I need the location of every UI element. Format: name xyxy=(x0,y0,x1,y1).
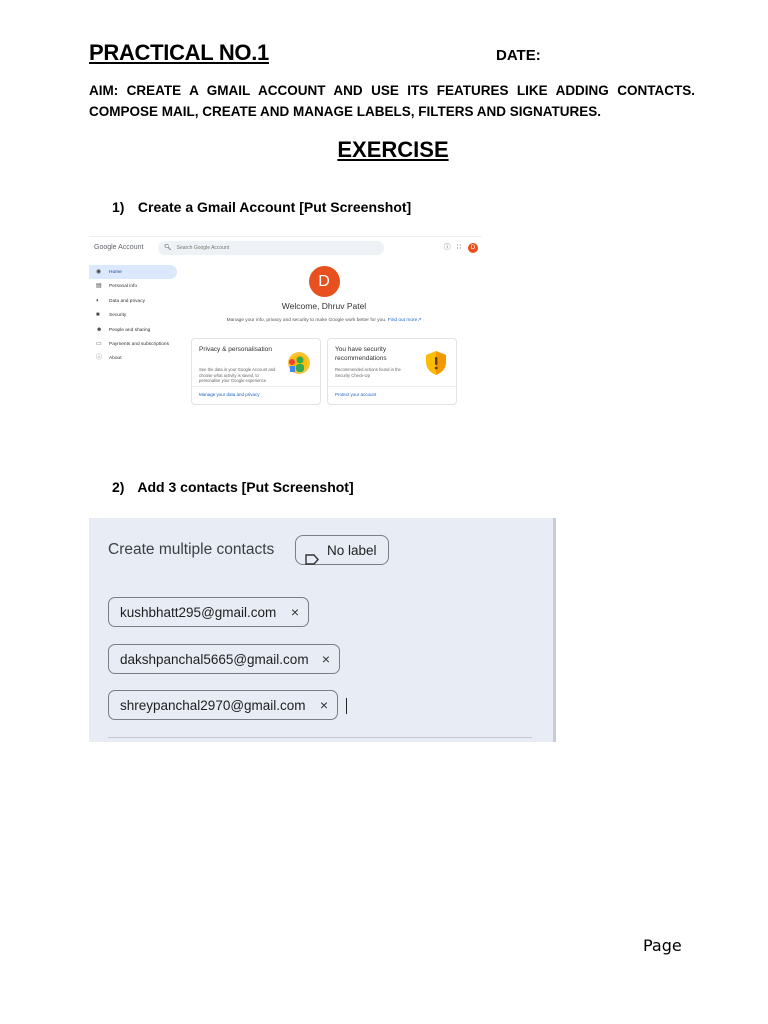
help-icon[interactable]: ⓘ xyxy=(443,244,451,251)
id-card-icon: ▤ xyxy=(96,283,102,290)
card-icon: ▭ xyxy=(96,340,102,347)
sidebar-item-personal-info[interactable] xyxy=(89,279,177,293)
people-icon: ☻ xyxy=(96,326,103,333)
search-input[interactable] xyxy=(158,241,384,255)
exercise-heading: EXERCISE xyxy=(337,137,449,162)
step-number: 1) xyxy=(112,199,125,215)
card-description: See the data in your Google Account and choose what activity is saved, to personalise your Google experience xyxy=(199,367,276,384)
card-link[interactable]: Protect your account xyxy=(335,392,377,397)
toggle-icon: ◐ xyxy=(96,297,100,304)
card-title: You have security recommendations xyxy=(335,346,387,362)
card-divider xyxy=(328,386,456,387)
step-number: 2) xyxy=(112,479,125,495)
sidebar-item-security[interactable] xyxy=(89,308,177,322)
email-chip-text: dakshpanchal5665@gmail.com xyxy=(120,652,309,667)
info-icon: ⓘ xyxy=(96,355,103,362)
google-account-logo: Google Account xyxy=(94,244,144,251)
lock-icon: ■ xyxy=(96,312,100,319)
external-link-icon: ↗ xyxy=(417,318,422,323)
sidebar-item-home[interactable] xyxy=(89,265,177,279)
home-icon: ◉ xyxy=(96,269,102,275)
sidebar-item-about[interactable] xyxy=(89,351,177,365)
find-out-more-link[interactable]: Find out more xyxy=(387,318,418,323)
sidebar xyxy=(89,265,177,366)
aim-text: AIM: CREATE A GMAIL ACCOUNT AND USE ITS FEATURES LIKE ADDING CONTACTS. COMPOSE MAIL, CREATE AND MANAGE LABELS, FILTERS AND SIGNATURES. xyxy=(89,83,695,119)
security-card[interactable] xyxy=(327,338,457,405)
sidebar-item-label: People and sharing xyxy=(109,327,151,333)
shield-warning-icon xyxy=(425,350,447,381)
email-chip-text: kushbhatt295@gmail.com xyxy=(120,605,277,620)
card-title: Privacy & personalisation xyxy=(199,346,272,353)
page-footer-label: Page xyxy=(643,936,682,955)
sidebar-item-label: Payments and subscriptions xyxy=(109,341,169,347)
avatar[interactable]: D xyxy=(468,243,478,253)
privacy-illustration-icon xyxy=(287,350,311,381)
email-chip-text: shreypanchal2970@gmail.com xyxy=(120,698,306,713)
label-button-text: No label xyxy=(327,543,377,558)
sidebar-item-data-privacy[interactable] xyxy=(89,294,177,308)
panel-edge xyxy=(553,518,556,742)
account-subtitle xyxy=(189,318,459,323)
sidebar-item-label: Personal info xyxy=(109,284,137,290)
step-text: Add 3 contacts [Put Screenshot] xyxy=(137,479,354,495)
input-underline xyxy=(108,737,532,738)
profile-avatar[interactable]: D xyxy=(309,266,340,297)
text-cursor xyxy=(346,698,347,714)
step-2 xyxy=(112,479,354,495)
sidebar-item-label: Data and privacy xyxy=(109,298,145,304)
email-chip[interactable] xyxy=(108,597,309,627)
remove-chip-icon[interactable]: × xyxy=(290,604,299,620)
sidebar-item-payments[interactable] xyxy=(89,337,177,351)
label-tag-icon xyxy=(305,546,319,576)
search-icon: 🔍︎ xyxy=(164,245,172,251)
sidebar-item-people-sharing[interactable] xyxy=(89,323,177,337)
sidebar-item-label: Home xyxy=(109,270,122,275)
create-contacts-screenshot xyxy=(89,518,556,742)
card-divider xyxy=(192,386,320,387)
search-placeholder: Search Google Account xyxy=(176,245,230,251)
remove-chip-icon[interactable]: × xyxy=(321,651,330,667)
privacy-card[interactable] xyxy=(191,338,321,405)
step-1 xyxy=(112,199,411,215)
dialog-title: Create multiple contacts xyxy=(108,541,275,558)
page-title: PRACTICAL NO.1 xyxy=(89,40,269,65)
date-label: DATE: xyxy=(496,47,541,64)
account-home xyxy=(189,265,459,397)
sidebar-item-label: Security xyxy=(109,313,127,319)
header-icons xyxy=(444,242,478,253)
sidebar-item-label: About xyxy=(109,356,122,362)
welcome-text: Welcome, Dhruv Patel xyxy=(281,301,367,311)
card-description: Recommended actions found in the Security Check-Up xyxy=(335,367,401,378)
subtitle-text: Manage your info, privacy and security to make Google work better for you. xyxy=(226,318,387,323)
google-account-header xyxy=(89,237,482,259)
step-text: Create a Gmail Account [Put Screenshot] xyxy=(137,199,412,215)
email-chip[interactable] xyxy=(108,644,340,674)
card-link[interactable]: Manage your data and privacy xyxy=(199,392,260,397)
apps-grid-icon[interactable]: ∷ xyxy=(456,244,462,251)
label-button[interactable] xyxy=(295,535,389,565)
google-account-screenshot xyxy=(89,236,482,414)
email-chip[interactable] xyxy=(108,690,338,720)
remove-chip-icon[interactable]: × xyxy=(319,697,328,713)
